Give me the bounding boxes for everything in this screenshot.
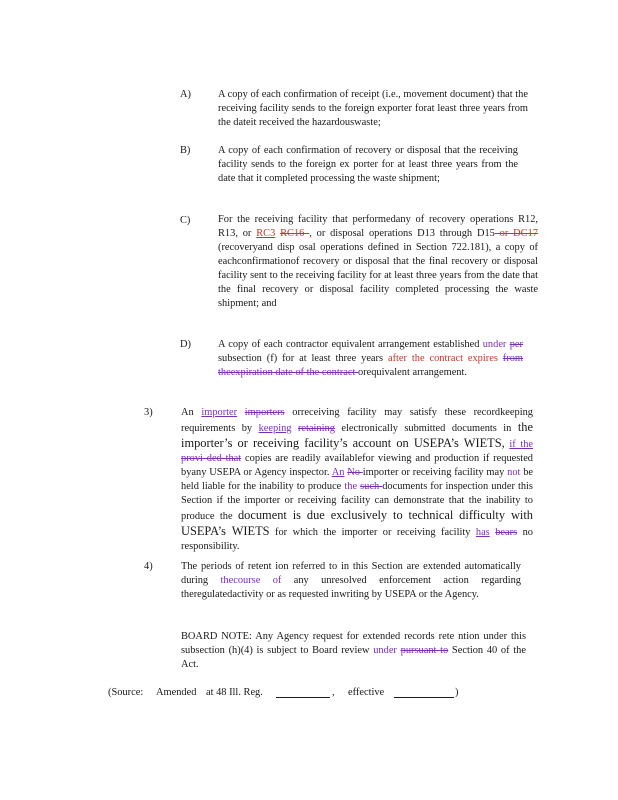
item-c-text xyxy=(218,213,538,311)
item-label: D) xyxy=(180,339,191,350)
text-run: , or disposal operations D13 through D15 xyxy=(309,228,495,239)
text-run: for which the importer or receiving facility xyxy=(269,527,476,538)
source-amended: Amended xyxy=(156,687,197,698)
text-run: orreceiving facility may satisfy these recordkeeping requirements by xyxy=(181,407,533,434)
text-run: (recoveryand disp osal operations defined in Section 722.181), a copy of eachconfirmationof recovery or disposal that the final recovery or disposal facility sent to the receiving facility for at least three years from the date that the final recovery or disposal facility completed processing the waste shipment; and xyxy=(218,242,538,309)
inserted-text: if the xyxy=(509,439,534,450)
text-run: copies are readily availablefor viewing and production if requested byany USEPA or Agency inspector. xyxy=(181,453,533,478)
deleted-text: pursuant to xyxy=(400,645,449,656)
inserted-text: keeping xyxy=(258,423,292,434)
item-b-text: A copy of each confirmation of recovery or disposal that the receiving facility sends to the foreign ex porter for at least three years from the date that it completed processing the waste shipment; xyxy=(218,145,518,184)
text-run: no responsibility. xyxy=(181,527,533,552)
deleted-text: No xyxy=(347,467,363,478)
inserted-text: RC3 xyxy=(256,228,276,239)
source-effective: effective xyxy=(348,687,385,698)
text-run: importer or receiving facility may xyxy=(362,467,508,478)
register-page-blank xyxy=(276,686,330,698)
item-label: 4) xyxy=(144,561,153,572)
inserted-text: has xyxy=(475,527,490,538)
deleted-text: retaining xyxy=(297,423,335,434)
space xyxy=(260,575,272,586)
deleted-text: per xyxy=(509,339,523,350)
text-run: orequivalent arrangement. xyxy=(357,367,467,378)
text-run: the importer’s or receiving facility’s account on USEPA’s WIETS, xyxy=(181,420,533,450)
inserted-text: after the contract expires xyxy=(387,353,498,364)
inserted-text: the xyxy=(344,481,358,492)
item-label: B) xyxy=(180,145,191,156)
deleted-text: provi ded that xyxy=(181,453,242,464)
source-line xyxy=(108,686,468,700)
deleted-text: such xyxy=(360,481,383,492)
deleted-text: RC16 xyxy=(280,228,310,239)
text-run: document is due exclusively to technical difficulty with USEPA’s WIETS xyxy=(181,508,533,538)
item-4-text xyxy=(181,560,521,602)
item-3-text xyxy=(181,406,533,554)
inserted-text: of xyxy=(272,575,282,586)
source-register: at 48 Ill. Reg. xyxy=(206,687,263,698)
inserted-text: An xyxy=(331,467,345,478)
item-label: A) xyxy=(180,89,191,100)
inserted-text: under xyxy=(482,339,507,350)
inserted-text: under xyxy=(373,645,397,656)
item-d-text xyxy=(218,338,523,380)
text-run: A copy of each contractor equivalent arrangement established xyxy=(218,339,483,350)
inserted-text: importer xyxy=(201,407,238,418)
inserted-text: thecourse xyxy=(220,575,261,586)
item-a-text: A copy of each confirmation of receipt (i.e., movement document) that the receiving facility sends to the foreign exporter forat least three years from the dateit received the hazardouswaste; xyxy=(218,89,528,128)
text-run: For the receiving facility that performedany of recovery operations R12, R13, or xyxy=(218,214,538,239)
text-run: Section 40 of the Act. xyxy=(181,645,526,670)
item-label: 3) xyxy=(144,407,153,418)
source-close: ) xyxy=(455,687,459,698)
deleted-text: importers xyxy=(244,407,285,418)
deleted-text: or DC17 xyxy=(494,228,538,239)
text-run: The periods of retent ion referred to in this Section are extended automatically during xyxy=(181,561,521,586)
space xyxy=(237,407,245,418)
text-run: be held liable for the inability to produce xyxy=(181,467,534,492)
text-run: subsection (f) for at least three years xyxy=(218,353,388,364)
deleted-text: from theexpiration date of the contract xyxy=(218,353,523,378)
source-prefix: (Source: xyxy=(108,687,144,698)
item-label: C) xyxy=(180,215,191,226)
source-comma: , xyxy=(332,687,335,698)
inserted-text: not xyxy=(507,467,521,478)
deleted-text: bears xyxy=(495,527,518,538)
text-run: electronically submitted documents in xyxy=(334,423,518,434)
effective-date-blank xyxy=(394,686,454,698)
text-run: BOARD NOTE: Any Agency request for extended records rete ntion under this subsection (h)(4) is subject to Board review xyxy=(181,631,526,656)
text-run: any unresolved enforcement action regarding theregulatedactivity or as requested inwriting by USEPA or the Agency. xyxy=(181,575,521,600)
board-note xyxy=(181,630,526,672)
text-run: An xyxy=(181,407,202,418)
text-run: documents for inspection under this Section if the importer or receiving facility can demonstrate that the inability to produce the xyxy=(181,481,533,522)
